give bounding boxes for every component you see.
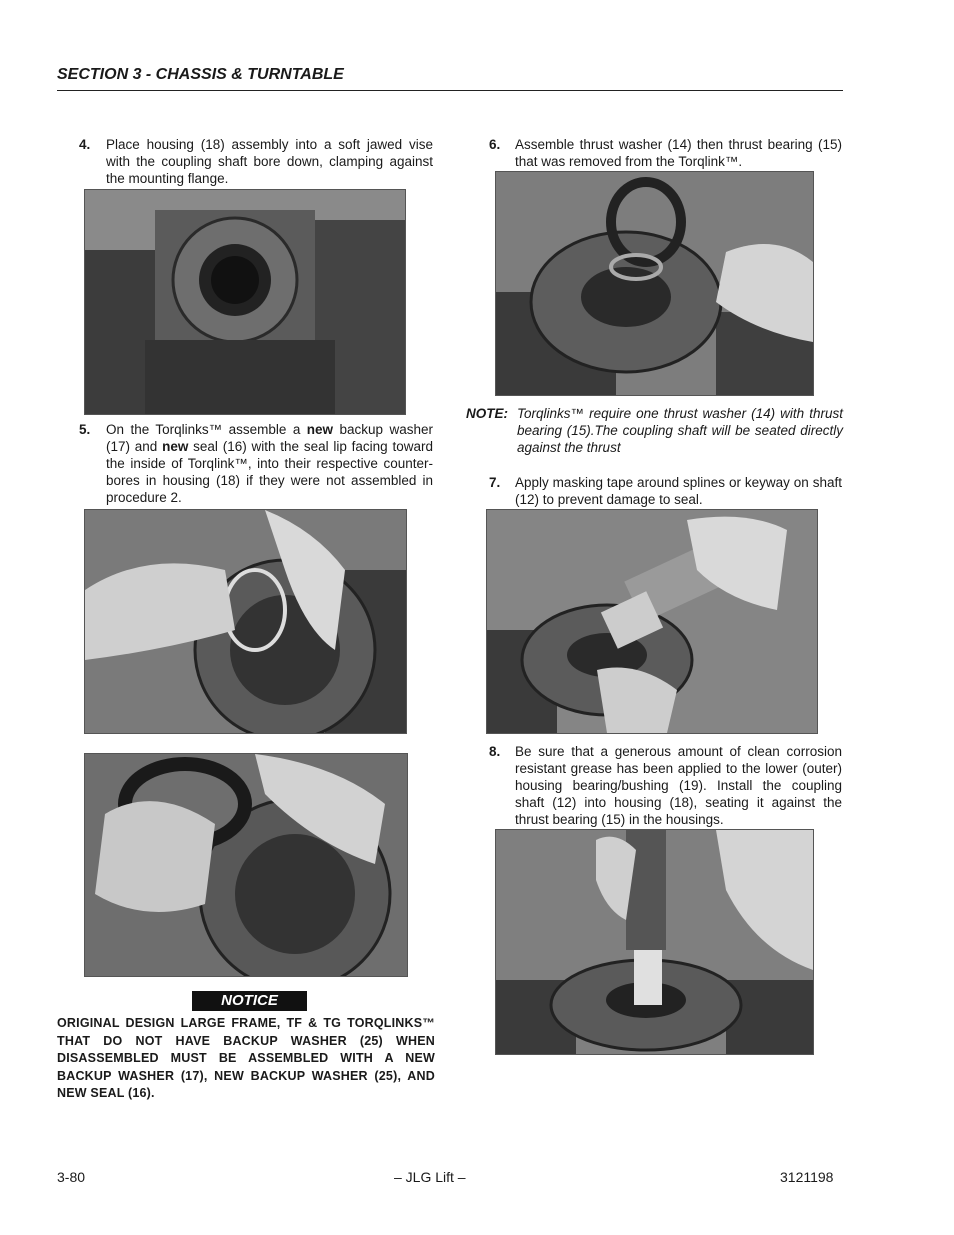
section-title: SECTION 3 - CHASSIS & TURNTABLE xyxy=(57,66,344,83)
step-7 xyxy=(489,474,842,508)
step-text: Place housing (18) assembly into a soft jawed vise with the coupling shaft bore down, clamping against the mounting flange. xyxy=(106,137,433,186)
step-number: 6. xyxy=(489,137,501,152)
step-text-part: backup washer (17) and xyxy=(106,422,433,454)
photo-masking-tape xyxy=(486,509,818,734)
step-4 xyxy=(79,136,433,187)
step-text-part: On the Torqlinks™ assemble a xyxy=(106,422,307,437)
step-text-emphasis: new xyxy=(306,422,334,437)
step-5 xyxy=(79,421,433,506)
step-text xyxy=(106,421,433,506)
footer-doc-number: 3121198 xyxy=(780,1169,834,1185)
header-divider xyxy=(57,90,843,91)
notice-badge: NOTICE xyxy=(192,991,307,1011)
step-8 xyxy=(489,743,842,828)
note-text: Torqlinks™ require one thrust washer (14) with thrust bearing (15).The coupling shaft will be seated directly against the thrust xyxy=(517,406,843,455)
step-number: 7. xyxy=(489,475,501,490)
step-text: Apply masking tape around splines or keyway on shaft (12) to prevent damage to seal. xyxy=(515,475,842,507)
step-text: Be sure that a generous amount of clean corrosion resistant grease has been applied to the lower (outer) housing bearing/bushing (19). Install the coupling shaft (12) into housing (18), seating it against the thrust bearing (15) in the housings. xyxy=(515,744,842,827)
step-text-emphasis: new xyxy=(162,439,189,454)
notice-text: ORIGINAL DESIGN LARGE FRAME, TF & TG TORQLINKS™ THAT DO NOT HAVE BACKUP WASHER (25) WHEN DISASSEMBLED MUST BE ASSEMBLED WITH A NEW BACKUP WASHER (17), NEW BACKUP WASHER (25), AND NEW SEAL (16). xyxy=(57,1016,435,1100)
step-number: 8. xyxy=(489,744,501,759)
step-number: 4. xyxy=(79,137,91,152)
step-number: 5. xyxy=(79,422,91,437)
step-text-part: seal (16) with the seal lip facing toward the inside of Torqlink™, into their respective counter-bores in housing (18) if they were not assembled in procedure 2. xyxy=(106,439,433,505)
photo-backup-washer xyxy=(84,509,407,734)
photo-coupling-shaft xyxy=(495,829,814,1055)
photo-housing-in-vise xyxy=(84,189,406,415)
step-text: Assemble thrust washer (14) then thrust bearing (15) that was removed from the Torqlink™. xyxy=(515,137,842,169)
note-block xyxy=(466,405,843,456)
photo-seal-install xyxy=(84,753,408,977)
footer-page-number: 3-80 xyxy=(57,1169,86,1185)
photo-thrust-washer xyxy=(495,171,814,396)
step-6 xyxy=(489,136,842,170)
note-label: NOTE: xyxy=(466,406,508,421)
footer-publisher: – JLG Lift – xyxy=(394,1169,466,1185)
